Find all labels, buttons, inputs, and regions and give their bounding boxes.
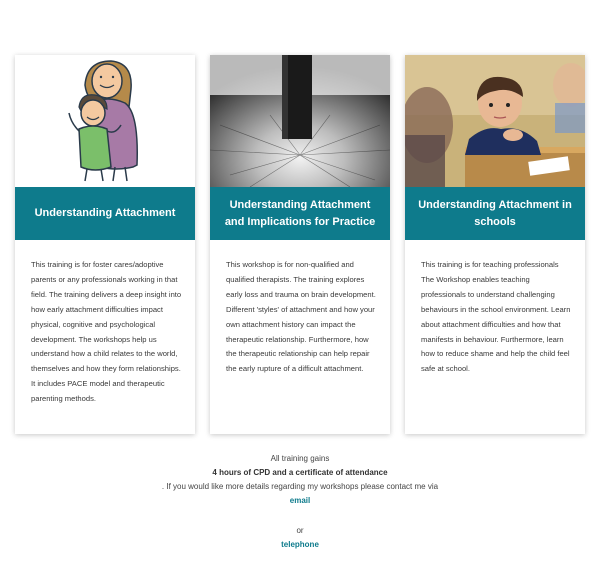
footer-contact xyxy=(0,452,600,552)
card-understanding-attachment xyxy=(15,55,195,434)
card-implications-for-practice xyxy=(210,55,390,434)
card-attachment-in-schools xyxy=(405,55,585,434)
cpd-statement: 4 hours of CPD and a certificate of attendance xyxy=(212,468,388,477)
card-title: Understanding Attachment xyxy=(15,187,195,240)
email-link[interactable]: email xyxy=(289,496,311,505)
or-text: or xyxy=(296,526,304,535)
footer-line-1: All training gains xyxy=(270,454,330,463)
card-title: Understanding Attachment in schools xyxy=(405,187,585,240)
mother-child-illustration xyxy=(15,55,195,187)
telephone-link[interactable]: telephone xyxy=(281,540,319,549)
magnet-filings-photo xyxy=(210,55,390,187)
classroom-child-photo xyxy=(405,55,585,187)
card-body: This training is for teaching professionals The Workshop enables teaching professionals to understand challenging behaviours in the school environment. Learn about attachment difficulties and how that manifests in behaviour. Furthermore, learn how to reduce shame and help the child feel safe at school. xyxy=(421,260,571,374)
card-title: Understanding Attachment and Implications for Practice xyxy=(210,187,390,240)
contact-prompt: . If you would like more details regarding my workshops please contact me via xyxy=(161,482,439,491)
card-body: This training is for foster cares/adoptive parents or any professionals working in that field. The training delivers a deep insight into how early attachment difficulties impact physical, cognitive and psychological development. The workshops help us understand how a child relates to the world, themselves and how they form relationships. It includes PACE model and therapeutic parenting methods. xyxy=(31,260,182,404)
card-body: This workshop is for non-qualified and qualified therapists. The training explores early loss and trauma on brain development. Different 'styles' of attachment and how your own attachment history can impact the therapeutic relationship. Furthermore, how the therapeutic relationship can help repair the early rupture of a difficult attachment. xyxy=(226,260,376,374)
